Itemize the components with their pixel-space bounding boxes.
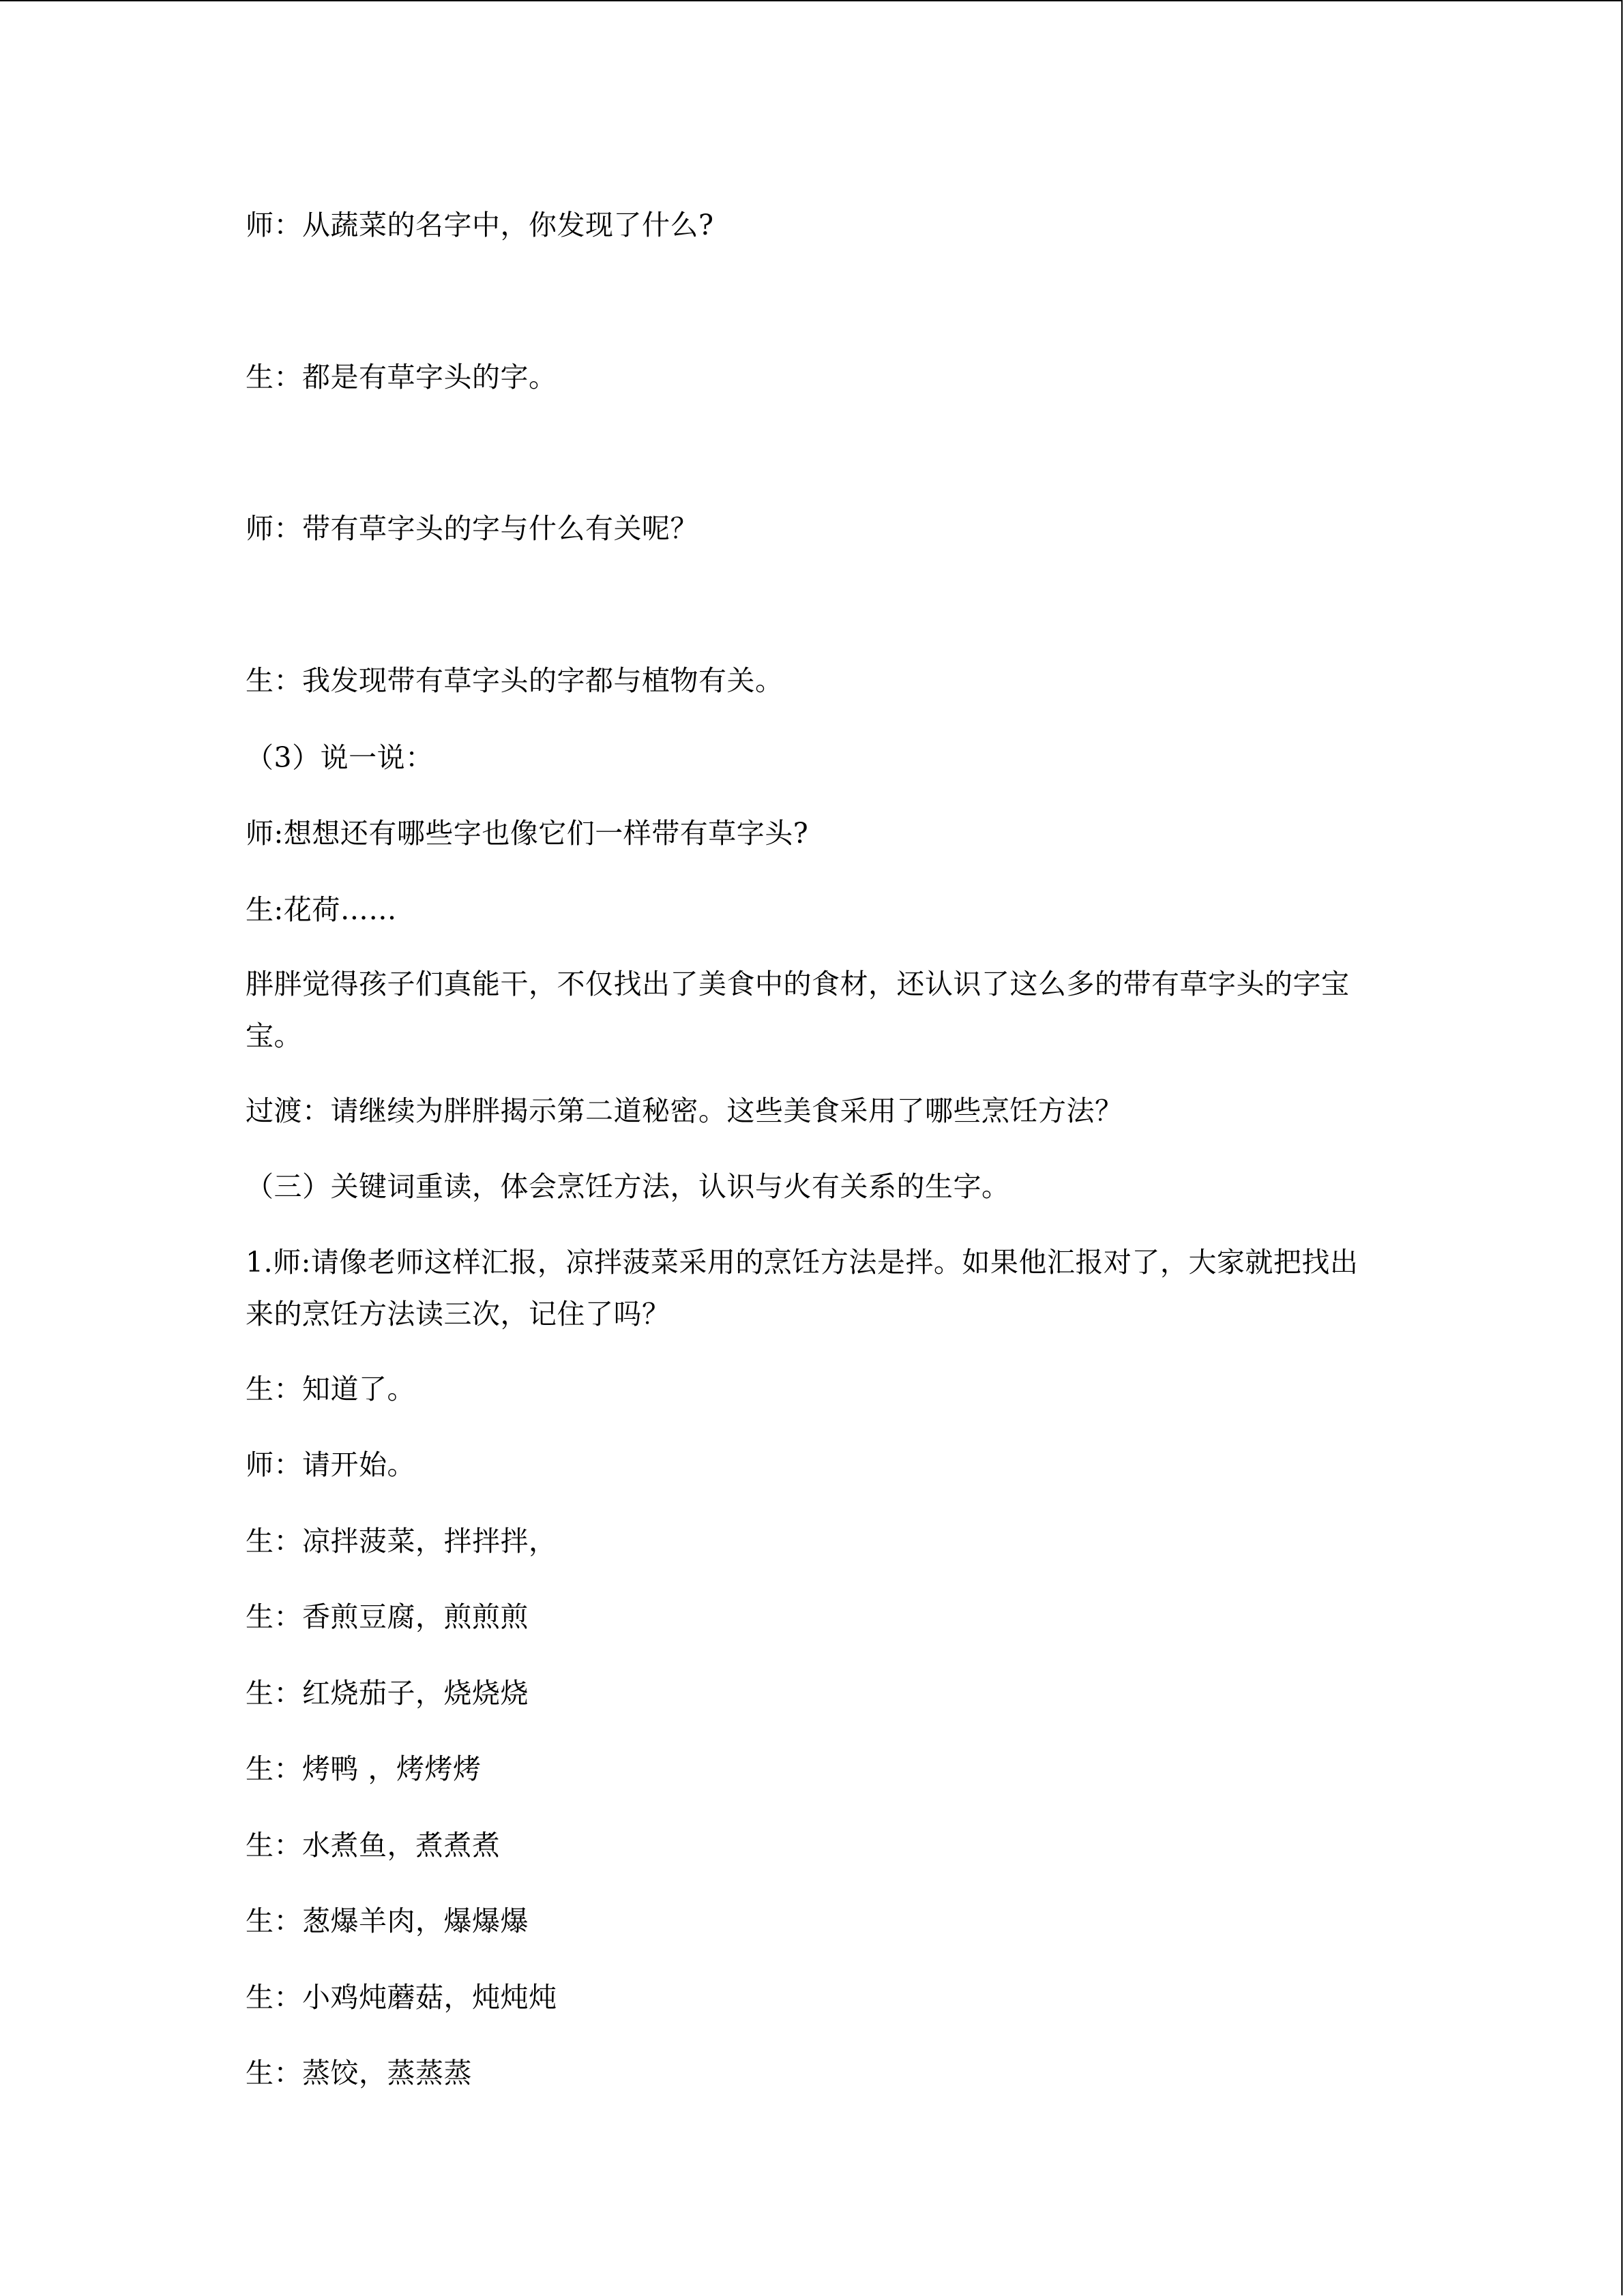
paragraph-teacher-instructions: 1.师:请像老师这样汇报，凉拌菠菜采用的烹饪方法是拌。如果他汇报对了，大家就把找出来的烹饪方法读三次，记住了吗？ — [246, 1246, 1359, 1330]
paragraph-pangpang-praise: 胖胖觉得孩子们真能干，不仅找出了美食中的食材，还认识了这么多的带有草字头的字宝宝。 — [246, 968, 1350, 1052]
paragraph-student-tofu: 生：香煎豆腐，煎煎煎 — [246, 1600, 529, 1633]
paragraph-student-understood: 生：知道了。 — [246, 1373, 415, 1405]
paragraph-section-three-heading: （三）关键词重读，体会烹饪方法，认识与火有关系的生字。 — [246, 1170, 1010, 1203]
paragraph-student-eggplant: 生：红烧茄子，烧烧烧 — [246, 1677, 529, 1710]
paragraph-student-answer-plants: 生：我发现带有草字头的字都与植物有关。 — [246, 664, 784, 697]
paragraph-student-dumplings: 生：蒸饺，蒸蒸蒸 — [246, 2057, 472, 2089]
paragraph-student-spinach: 生：凉拌菠菜，拌拌拌， — [246, 1525, 557, 1557]
paragraph-transition: 过渡：请继续为胖胖揭示第二道秘密。这些美食采用了哪些烹饪方法？ — [246, 1094, 1123, 1127]
paragraph-teacher-start: 师：请开始。 — [246, 1448, 415, 1481]
paragraph-student-lamb: 生：葱爆羊肉，爆爆爆 — [246, 1905, 529, 1937]
paragraph-section-say-it: （3）说一说： — [246, 741, 434, 774]
paragraph-student-examples: 生:花荷…… — [246, 893, 397, 926]
paragraph-teacher-question-vegetable-names: 师：从蔬菜的名字中，你发现了什么? — [246, 209, 714, 241]
paragraph-student-answer-grass-radical: 生：都是有草字头的字。 — [246, 361, 557, 393]
paragraph-student-chicken: 生：小鸡炖蘑菇，炖炖炖 — [246, 1981, 557, 2014]
paragraph-student-duck: 生：烤鸭 ，烤烤烤 — [246, 1753, 482, 1785]
paragraph-teacher-more-characters: 师:想想还有哪些字也像它们一样带有草字头? — [246, 817, 809, 850]
paragraph-teacher-question-related: 师：带有草字头的字与什么有关呢？ — [246, 512, 698, 545]
paragraph-student-fish: 生：水煮鱼，煮煮煮 — [246, 1829, 501, 1862]
